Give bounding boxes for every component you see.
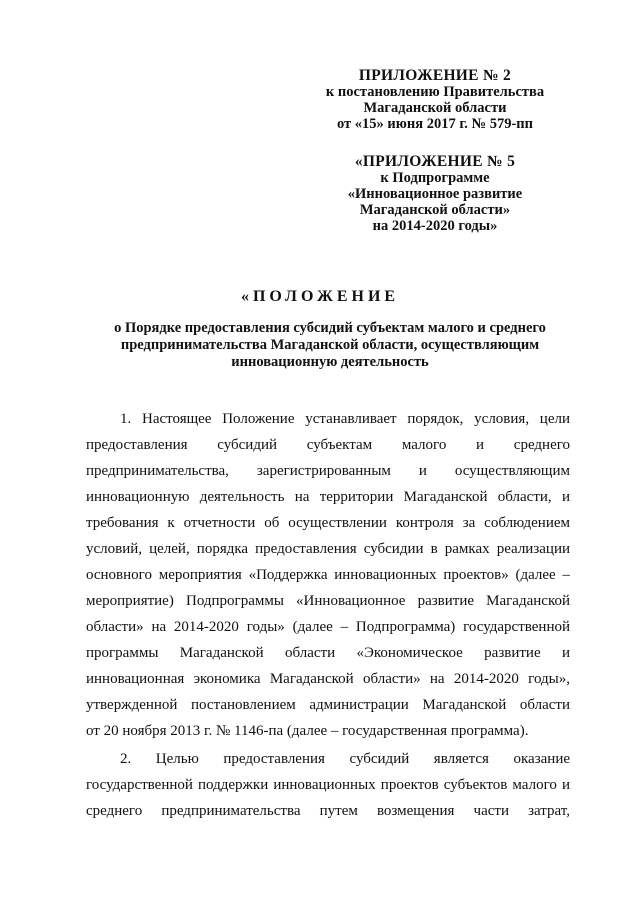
- paragraph-line: области» на 2014-2020 годы» (далее – Подпрограмма) государственной: [86, 619, 570, 635]
- paragraph-line: инновационную деятельность на территории Магаданской области, и: [86, 489, 570, 505]
- paragraph-line: инновационная экономика Магаданской области» на 2014-2020 годы»,: [86, 671, 570, 687]
- appendix-5-heading: «ПРИЛОЖЕНИЕ № 5: [354, 153, 516, 170]
- subtitle-line: предпринимательства Магаданской области, осуществляющим: [120, 337, 540, 353]
- appendix-5-block: [300, 154, 570, 234]
- paragraph-line: утвержденной постановлением администрации Магаданской области: [86, 697, 570, 713]
- paragraph-line: требования к отчетности об осуществлении контроля за соблюдением: [86, 515, 570, 531]
- appendix-2-block: [300, 68, 570, 132]
- paragraph-line: программы Магаданской области «Экономическое развитие и: [86, 645, 570, 661]
- appendix-2-line: к постановлению Правительства: [325, 84, 545, 100]
- document-title: «ПОЛОЖЕНИЕ: [240, 288, 400, 305]
- paragraph-line: 1. Настоящее Положение устанавливает порядок, условия, цели: [120, 411, 570, 427]
- paragraph-line: предпринимательства, зарегистрированным и осуществляющим: [86, 463, 570, 479]
- appendix-5-line: «Инновационное развитие: [347, 186, 523, 202]
- paragraph-line: мероприятие) Подпрограммы «Инновационное развитие Магаданской: [86, 593, 570, 609]
- appendix-5-line: на 2014-2020 годы»: [372, 218, 498, 234]
- paragraph-line: 2. Целью предоставления субсидий является оказание: [120, 751, 570, 767]
- appendix-2-line: Магаданской области: [363, 100, 507, 116]
- subtitle-line: инновационную деятельность: [231, 354, 429, 370]
- appendix-2-heading: ПРИЛОЖЕНИЕ № 2: [358, 67, 512, 84]
- paragraph-line: среднего предпринимательства путем возмещения части затрат,: [86, 803, 570, 819]
- paragraph-1: [86, 406, 570, 744]
- appendix-5-line: Магаданской области»: [359, 202, 511, 218]
- paragraph-2: [86, 746, 570, 824]
- paragraph-line: основного мероприятия «Поддержка инновационных проектов» (далее –: [86, 567, 570, 583]
- paragraph-line: государственной поддержки инновационных проектов субъектов малого и: [86, 777, 570, 793]
- paragraph-line: условий, целей, порядка предоставления субсидии в рамках реализации: [86, 541, 570, 557]
- paragraph-line: предоставления субсидий субъектам малого и среднего: [86, 437, 570, 453]
- paragraph-line: от 20 ноября 2013 г. № 1146-па (далее – государственная программа).: [86, 723, 529, 739]
- document-subtitle: [90, 320, 570, 371]
- appendix-2-line: от «15» июня 2017 г. № 579-пп: [337, 116, 533, 132]
- document-body: [86, 406, 570, 824]
- subtitle-line: о Порядке предоставления субсидий субъектам малого и среднего: [114, 320, 546, 336]
- appendix-5-line: к Подпрограмме: [380, 170, 490, 186]
